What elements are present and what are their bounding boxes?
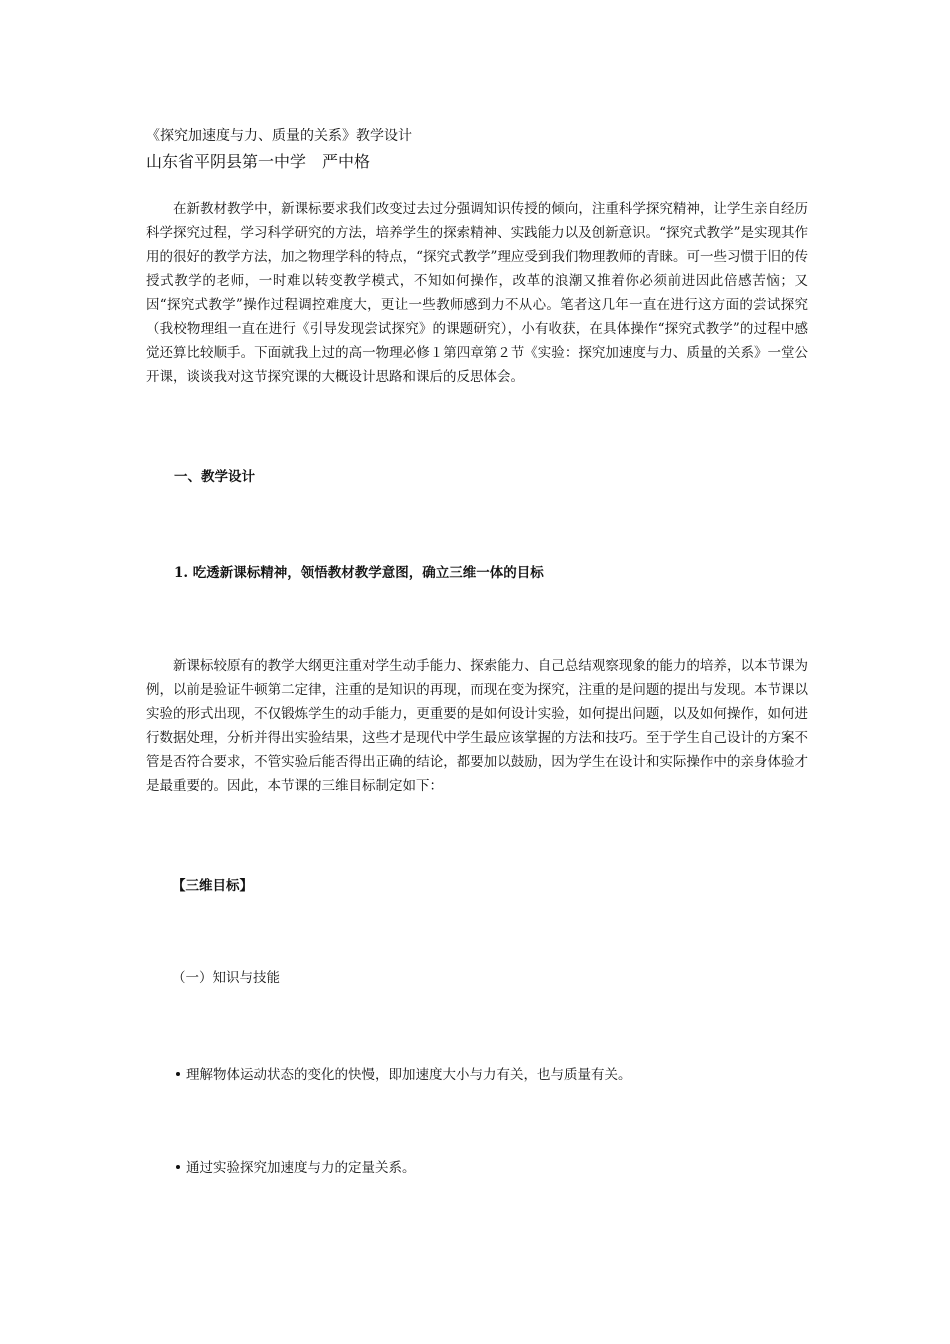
bullet-dot-icon	[176, 1165, 180, 1169]
document-title: 《探究加速度与力、质量的关系》教学设计	[146, 128, 412, 144]
subsection-heading: 1. 吃透新课标精神，领悟教材教学意图，确立三维一体的目标	[174, 565, 544, 581]
knowledge-heading: （一）知识与技能	[172, 970, 280, 986]
body-paragraph: 新课标较原有的教学大纲更注重对学生动手能力、探索能力、自己总结观察现象的能力的培养，以本节课为例，以前是验证牛顿第二定律，注重的是知识的再现，而现在变为探究，注重的是问题的提出与发现。本节课以实验的形式出现，不仅锻炼学生的动手能力，更重要的是如何设计实验，如何提出问题，以及如何操作，如何进行数据处理，分析并得出实验结果，这些才是现代中学生最应该掌握的方法和技巧。至于学生自己设计的方案不管是否符合要求，不管实验后能否得出正确的结论，都要加以鼓励，因为学生在设计和实际操作中的亲身体验才是最重要的。因此，本节课的三维目标制定如下：	[146, 658, 808, 794]
bullet-text: 理解物体运动状态的变化的快慢，即加速度大小与力有关，也与质量有关。	[186, 1067, 632, 1083]
intro-paragraph: 在新教材教学中，新课标要求我们改变过去过分强调知识传授的倾向，注重科学探究精神，让学生亲自经历科学探究过程，学习科学研究的方法，培养学生的探索精神、实践能力以及创新意识。“探究式教学”是实现其作用的很好的教学方法，加之物理学科的特点，“探究式教学”理应受到我们物理教师的青睐。可一些习惯于旧的传授式教学的老师，一时难以转变教学模式，不知如何操作，改革的浪潮又推着你必须前进因此倍感苦恼；又因“探究式教学”操作过程调控难度大，更让一些教师感到力不从心。笔者这几年一直在进行这方面的尝试探究（我校物理组一直在进行《引导发现尝试探究》的课题研究），小有收获，在具体操作“探究式教学”的过程中感觉还算比较顺手。下面就我上过的高一物理必修１第四章第２节《实验：探究加速度与力、质量的关系》一堂公开课，谈谈我对这节探究课的大概设计思路和课后的反思体会。	[146, 201, 808, 385]
goals-heading: 【三维目标】	[172, 878, 253, 894]
bullet-item	[176, 1065, 632, 1085]
bullet-text: 通过实验探究加速度与力的定量关系。	[186, 1160, 416, 1176]
bullet-dot-icon	[176, 1072, 180, 1076]
document-author: 山东省平阴县第一中学 严中格	[146, 152, 371, 171]
bullet-item	[176, 1158, 416, 1178]
section-heading: 一、教学设计	[174, 469, 255, 485]
